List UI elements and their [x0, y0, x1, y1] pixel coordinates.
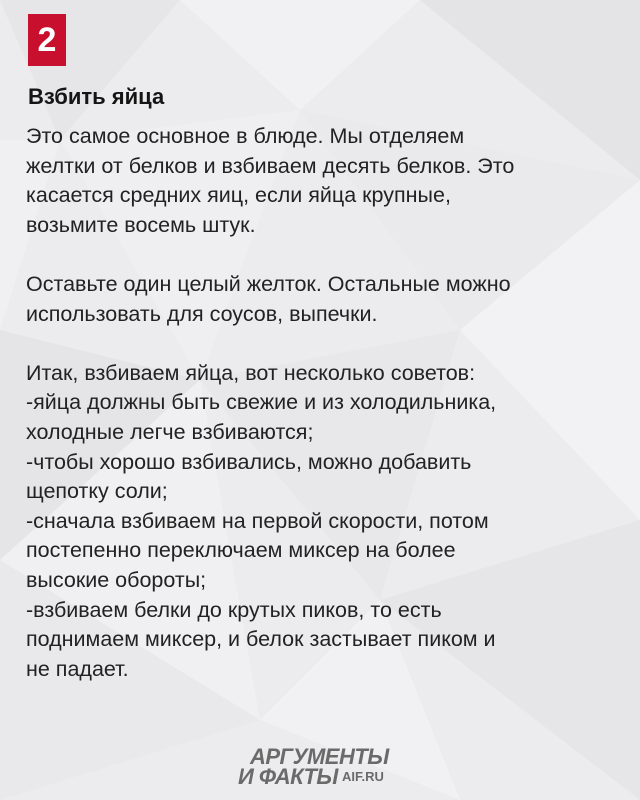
text-line: щепотку соли; [26, 479, 168, 504]
text-line: высокие обороты; [26, 567, 207, 592]
text-line: Оставьте один целый желток. Остальные можно [26, 271, 511, 296]
paragraph-gap [26, 240, 626, 270]
text-line: -яйца должны быть свежие и из холодильника, [26, 390, 497, 415]
logo-site: AIF.RU [342, 769, 384, 784]
text-line: -сначала взбиваем на первой скорости, потом [26, 508, 489, 533]
text-line: желтки от белков и взбиваем десять белков. Это [26, 153, 515, 178]
step-number-badge [28, 14, 66, 66]
text-line: постепенно переключаем миксер на более [26, 538, 456, 563]
text-line: -чтобы хорошо взбивались, можно добавить [26, 449, 472, 474]
text-line: не падает. [26, 656, 129, 681]
text-line: касается средних яиц, если яйца крупные, [26, 183, 451, 208]
step-number: 2 [37, 20, 57, 59]
logo-line-2: И ФАКТЫ [238, 764, 338, 789]
article-body [26, 122, 626, 684]
paragraph-2 [26, 270, 626, 329]
paragraph-1 [26, 122, 626, 240]
text-line: поднимаем миксер, и белок застывает пиком и [26, 627, 496, 652]
text-line: холодные легче взбиваются; [26, 419, 314, 444]
text-line: возьмите восемь штук. [26, 212, 256, 237]
text-line: использовать для соусов, выпечки. [26, 301, 378, 326]
text-line: Итак, взбиваем яйца, вот несколько советов: [26, 360, 476, 385]
aif-logo [238, 742, 408, 789]
page-title: Взбить яйца [28, 84, 165, 109]
paragraph-3 [26, 359, 626, 685]
logo-line-1: АРГУМЕНТЫ [250, 744, 389, 769]
paragraph-gap [26, 329, 626, 359]
text-line: Это самое основное в блюде. Мы отделяем [26, 124, 465, 148]
text-line: -взбиваем белки до крутых пиков, то есть [26, 597, 442, 622]
